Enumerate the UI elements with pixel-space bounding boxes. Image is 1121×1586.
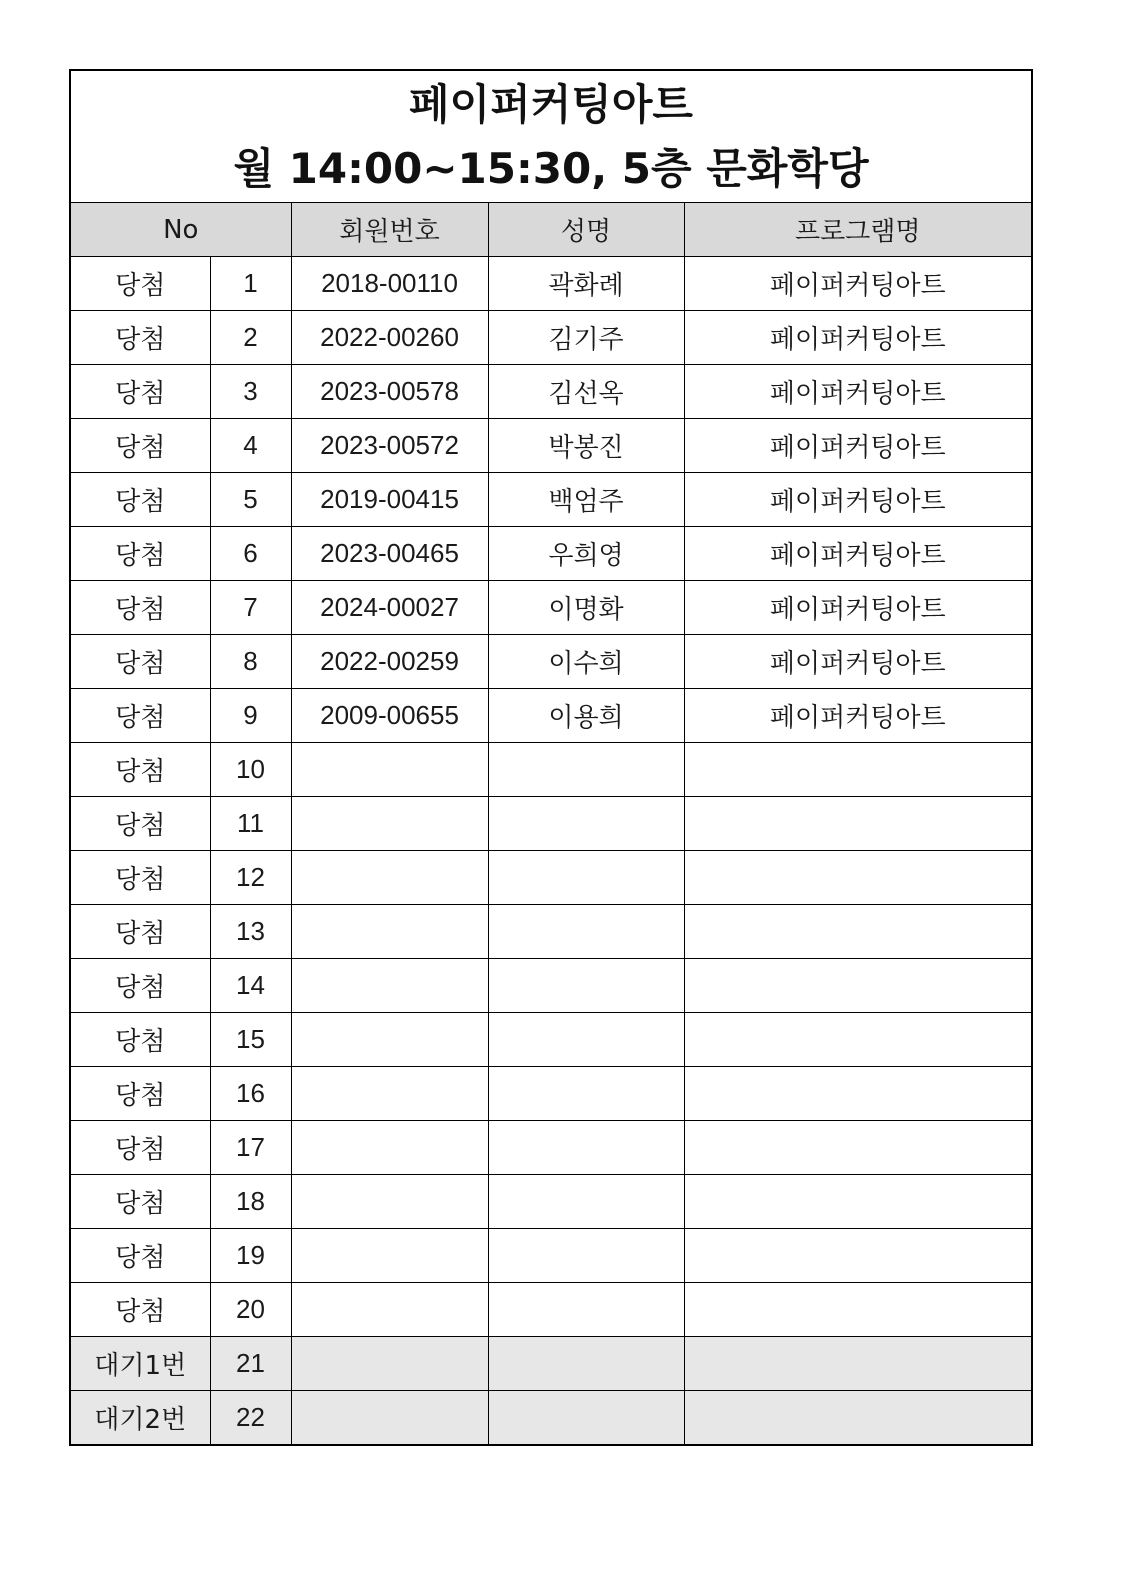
member-id-cell: 2022-00259 (291, 635, 488, 689)
program-title: 페이퍼커팅아트 (408, 79, 693, 129)
program-cell (684, 1391, 1031, 1445)
row-number-cell: 1 (210, 257, 291, 311)
member-id-cell: 2023-00572 (291, 419, 488, 473)
row-number-cell: 12 (210, 851, 291, 905)
program-cell: 페이퍼커팅아트 (684, 419, 1031, 473)
member-id-cell: 2009-00655 (291, 689, 488, 743)
program-cell: 페이퍼커팅아트 (684, 311, 1031, 365)
member-id-cell (291, 1391, 488, 1445)
program-cell (684, 905, 1031, 959)
status-cell: 당첨 (71, 365, 210, 419)
row-number-cell: 13 (210, 905, 291, 959)
status-cell: 당첨 (71, 581, 210, 635)
name-cell: 이명화 (488, 581, 684, 635)
program-cell (684, 1013, 1031, 1067)
title-block (71, 71, 1031, 203)
name-cell (488, 743, 684, 797)
name-cell: 박봉진 (488, 419, 684, 473)
name-cell (488, 1013, 684, 1067)
program-cell: 페이퍼커팅아트 (684, 527, 1031, 581)
status-cell: 당첨 (71, 257, 210, 311)
name-cell: 백엄주 (488, 473, 684, 527)
program-cell: 페이퍼커팅아트 (684, 257, 1031, 311)
member-id-cell (291, 797, 488, 851)
row-number-cell: 7 (210, 581, 291, 635)
member-id-cell (291, 1283, 488, 1337)
program-cell (684, 1067, 1031, 1121)
status-cell: 당첨 (71, 959, 210, 1013)
member-id-cell (291, 1067, 488, 1121)
status-cell: 대기1번 (71, 1337, 210, 1391)
roster-body (71, 257, 1031, 1445)
name-cell (488, 797, 684, 851)
table-row (71, 797, 1031, 851)
name-cell (488, 1121, 684, 1175)
status-cell: 당첨 (71, 743, 210, 797)
name-cell (488, 1175, 684, 1229)
member-id-cell (291, 905, 488, 959)
name-cell: 이용희 (488, 689, 684, 743)
status-cell: 당첨 (71, 851, 210, 905)
table-row (71, 1229, 1031, 1283)
table-row (71, 1121, 1031, 1175)
name-cell (488, 1337, 684, 1391)
row-number-cell: 4 (210, 419, 291, 473)
table-row (71, 1337, 1031, 1391)
table-row (71, 635, 1031, 689)
name-cell (488, 959, 684, 1013)
name-cell: 김기주 (488, 311, 684, 365)
name-cell (488, 1391, 684, 1445)
member-id-cell (291, 1175, 488, 1229)
schedule-title: 월 14:00~15:30, 5층 문화학당 (233, 143, 869, 193)
row-number-cell: 21 (210, 1337, 291, 1391)
table-row (71, 419, 1031, 473)
program-cell (684, 959, 1031, 1013)
name-cell (488, 1067, 684, 1121)
program-cell (684, 1283, 1031, 1337)
table-row (71, 311, 1031, 365)
table-row (71, 1013, 1031, 1067)
member-id-cell: 2018-00110 (291, 257, 488, 311)
name-cell: 곽화례 (488, 257, 684, 311)
status-cell: 당첨 (71, 1121, 210, 1175)
name-cell: 우희영 (488, 527, 684, 581)
member-id-cell (291, 851, 488, 905)
status-cell: 당첨 (71, 1283, 210, 1337)
row-number-cell: 6 (210, 527, 291, 581)
header-name: 성명 (488, 203, 684, 257)
member-id-cell (291, 743, 488, 797)
member-id-cell (291, 1229, 488, 1283)
status-cell: 당첨 (71, 419, 210, 473)
status-cell: 당첨 (71, 1013, 210, 1067)
roster-sheet (69, 69, 1033, 1446)
table-row (71, 1391, 1031, 1445)
name-cell (488, 905, 684, 959)
program-cell: 페이퍼커팅아트 (684, 635, 1031, 689)
program-cell (684, 851, 1031, 905)
program-cell (684, 797, 1031, 851)
status-cell: 당첨 (71, 1175, 210, 1229)
status-cell: 당첨 (71, 797, 210, 851)
name-cell (488, 851, 684, 905)
table-row (71, 1175, 1031, 1229)
program-cell (684, 1121, 1031, 1175)
row-number-cell: 17 (210, 1121, 291, 1175)
status-cell: 당첨 (71, 905, 210, 959)
table-row (71, 365, 1031, 419)
program-cell (684, 1175, 1031, 1229)
table-row (71, 473, 1031, 527)
header-row (71, 203, 1031, 257)
row-number-cell: 19 (210, 1229, 291, 1283)
header-no: No (71, 203, 291, 257)
table-row (71, 905, 1031, 959)
table-row (71, 743, 1031, 797)
program-cell: 페이퍼커팅아트 (684, 581, 1031, 635)
row-number-cell: 9 (210, 689, 291, 743)
row-number-cell: 2 (210, 311, 291, 365)
header-member-id: 회원번호 (291, 203, 488, 257)
program-cell: 페이퍼커팅아트 (684, 365, 1031, 419)
row-number-cell: 22 (210, 1391, 291, 1445)
member-id-cell: 2019-00415 (291, 473, 488, 527)
row-number-cell: 20 (210, 1283, 291, 1337)
status-cell: 당첨 (71, 311, 210, 365)
row-number-cell: 3 (210, 365, 291, 419)
row-number-cell: 10 (210, 743, 291, 797)
status-cell: 대기2번 (71, 1391, 210, 1445)
table-row (71, 581, 1031, 635)
roster-table (71, 203, 1031, 1444)
status-cell: 당첨 (71, 689, 210, 743)
member-id-cell (291, 1337, 488, 1391)
member-id-cell (291, 1013, 488, 1067)
member-id-cell: 2023-00465 (291, 527, 488, 581)
status-cell: 당첨 (71, 1067, 210, 1121)
table-row (71, 1067, 1031, 1121)
status-cell: 당첨 (71, 473, 210, 527)
row-number-cell: 8 (210, 635, 291, 689)
program-cell: 페이퍼커팅아트 (684, 689, 1031, 743)
table-row (71, 851, 1031, 905)
row-number-cell: 16 (210, 1067, 291, 1121)
row-number-cell: 15 (210, 1013, 291, 1067)
member-id-cell: 2023-00578 (291, 365, 488, 419)
member-id-cell: 2022-00260 (291, 311, 488, 365)
member-id-cell (291, 959, 488, 1013)
status-cell: 당첨 (71, 527, 210, 581)
table-row (71, 1283, 1031, 1337)
table-row (71, 959, 1031, 1013)
program-cell (684, 1229, 1031, 1283)
row-number-cell: 11 (210, 797, 291, 851)
row-number-cell: 14 (210, 959, 291, 1013)
row-number-cell: 18 (210, 1175, 291, 1229)
name-cell (488, 1283, 684, 1337)
program-cell: 페이퍼커팅아트 (684, 473, 1031, 527)
name-cell: 이수희 (488, 635, 684, 689)
program-cell (684, 743, 1031, 797)
name-cell (488, 1229, 684, 1283)
table-row (71, 527, 1031, 581)
name-cell: 김선옥 (488, 365, 684, 419)
program-cell (684, 1337, 1031, 1391)
member-id-cell: 2024-00027 (291, 581, 488, 635)
status-cell: 당첨 (71, 635, 210, 689)
table-row (71, 257, 1031, 311)
member-id-cell (291, 1121, 488, 1175)
status-cell: 당첨 (71, 1229, 210, 1283)
table-row (71, 689, 1031, 743)
header-program: 프로그램명 (684, 203, 1031, 257)
row-number-cell: 5 (210, 473, 291, 527)
